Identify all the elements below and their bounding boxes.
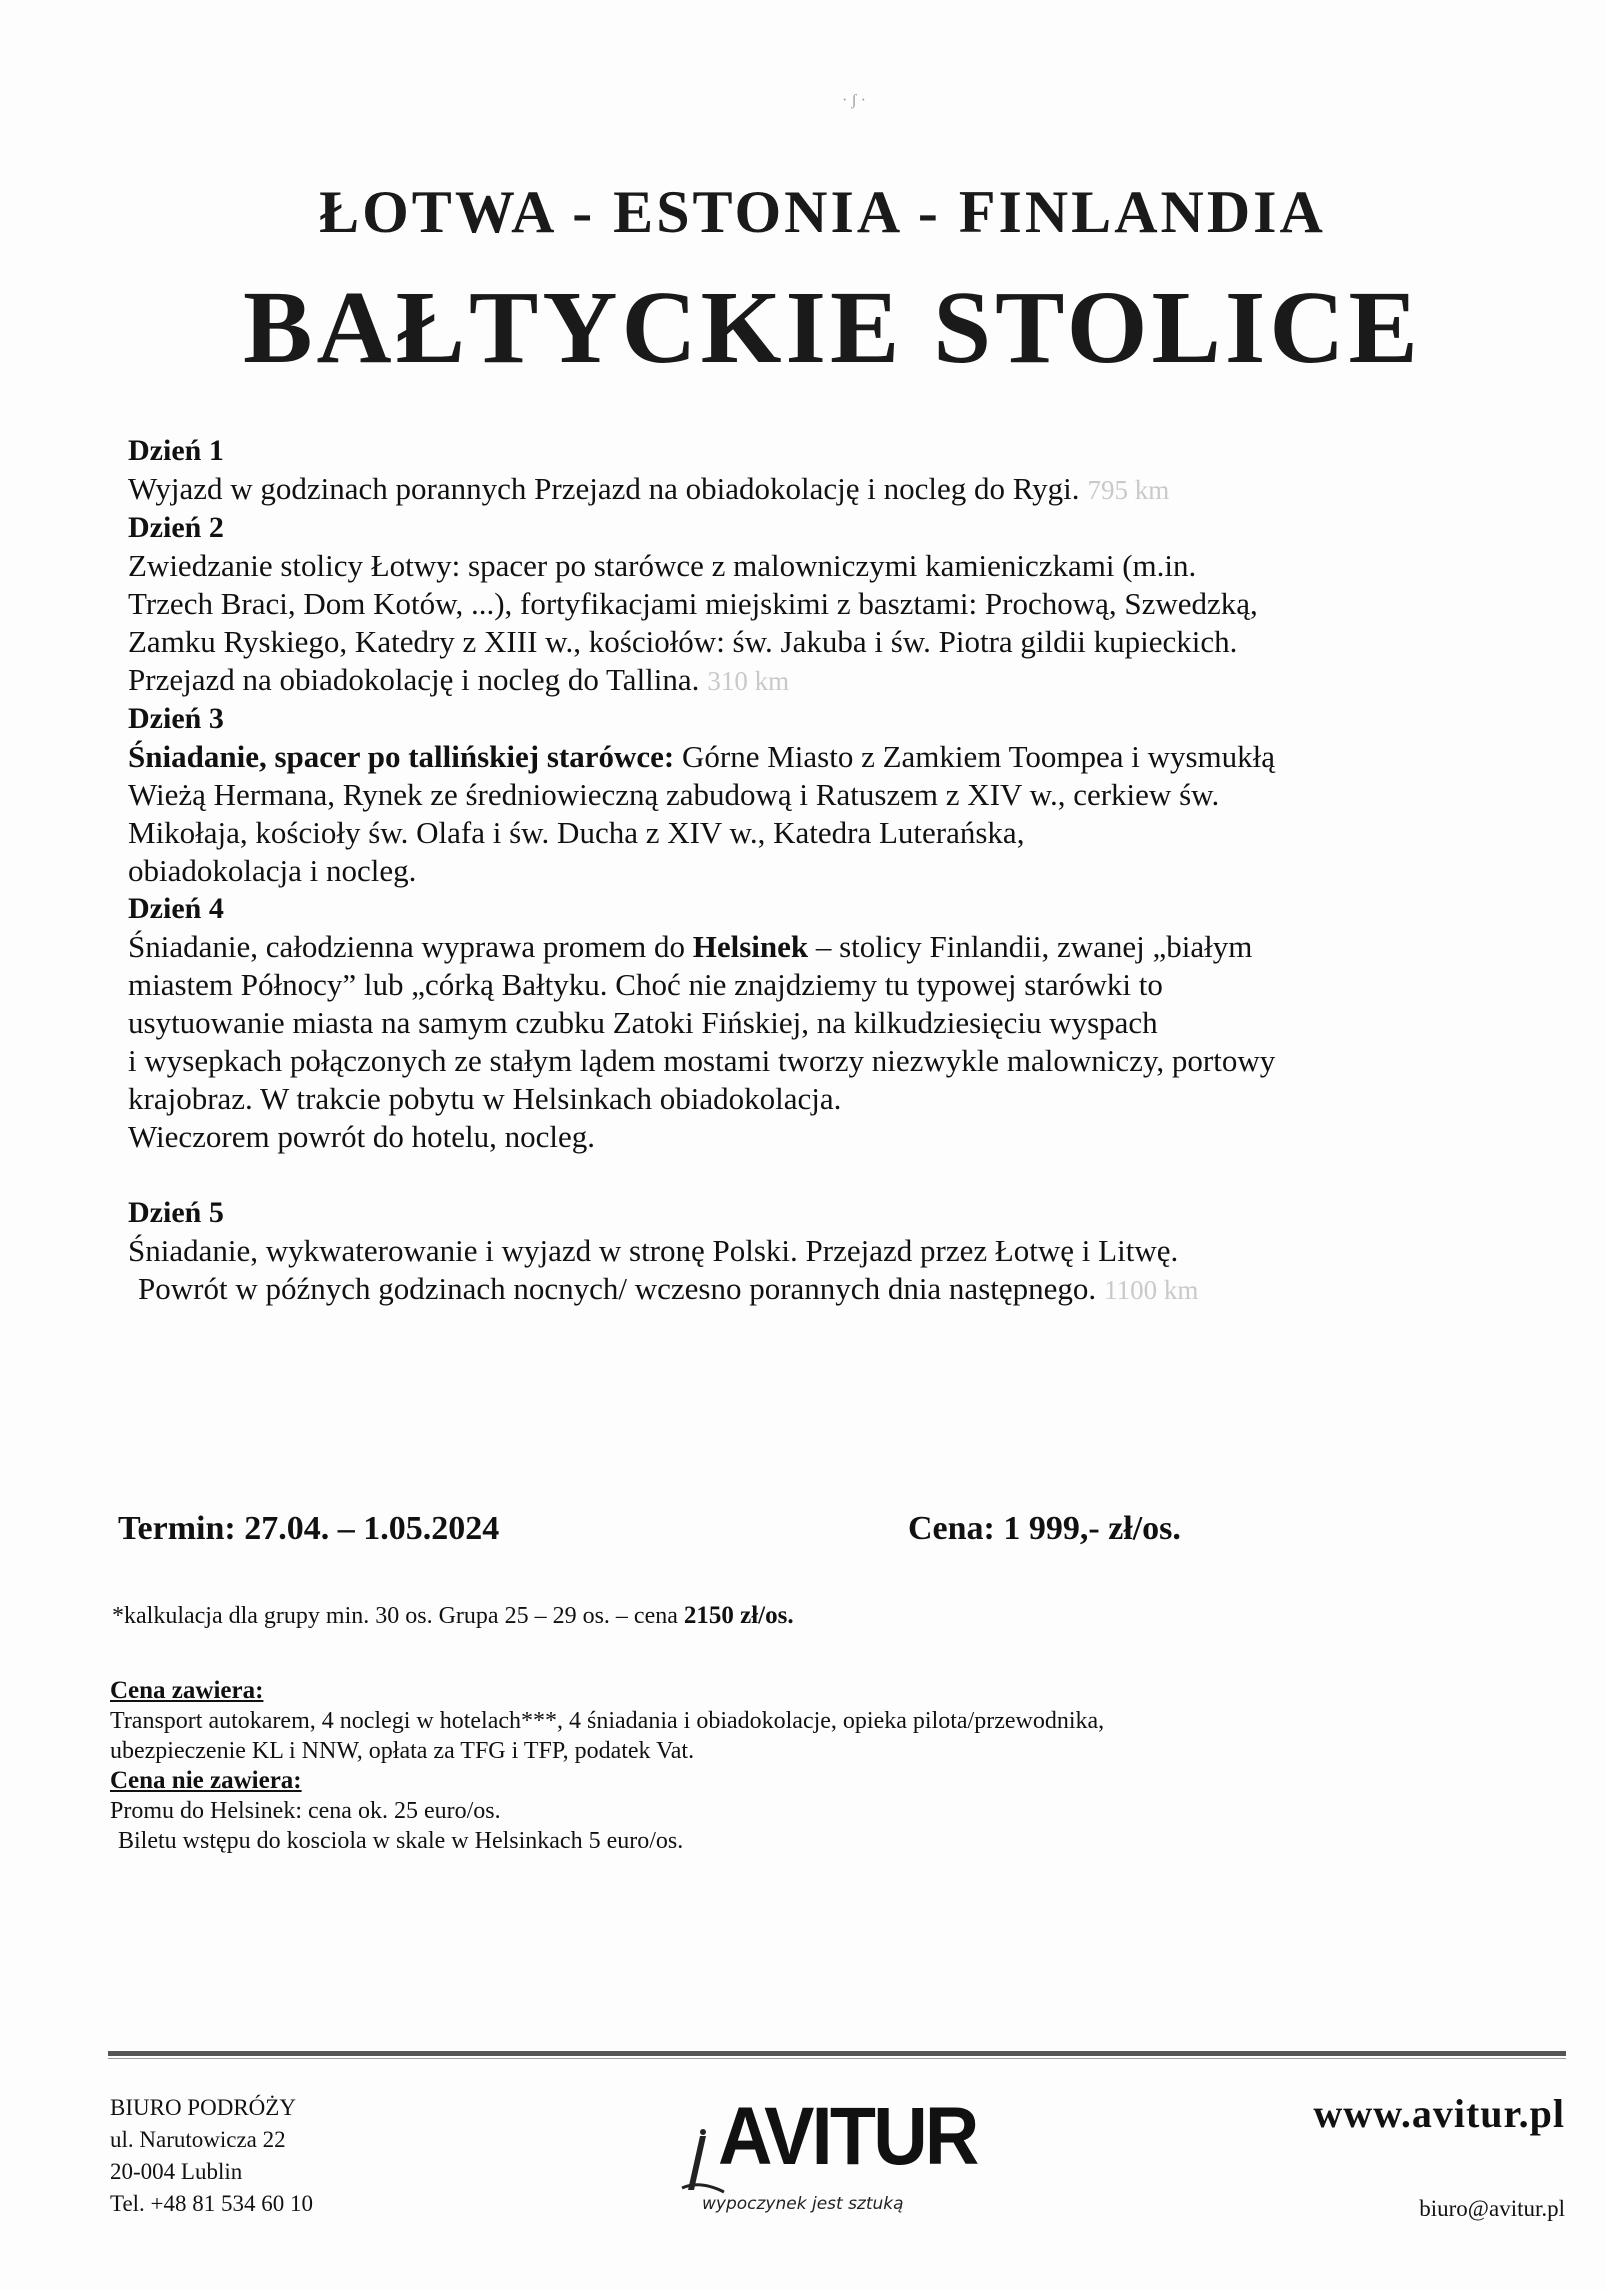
logo-wordmark: AVITUR (718, 2091, 977, 2182)
footer-divider-thin (108, 2058, 1566, 2059)
day-2-line-1: Zwiedzanie stolicy Łotwy: spacer po starówce z malowniczymi kamieniczkami (m.in. (128, 548, 1197, 583)
day-4-line-1: miastem Północy” lub „córką Bałtyku. Choć nie znajdziemy tu typowej starówki to (128, 967, 1163, 1002)
day-3-bold-lead: Śniadanie, spacer po tallińskiej starówce: (128, 739, 675, 774)
website-link[interactable]: www.avitur.pl (1313, 2091, 1565, 2136)
day-2-line-3: Zamku Ryskiego, Katedry z XIII w., kościołów: św. Jakuba i św. Piotra gildii kupieckich. (128, 624, 1238, 659)
term-dates: Termin: 27.04. – 1.05.2024 (118, 1510, 500, 1547)
calculation-note (112, 1602, 794, 1630)
trip-price: Cena: 1 999,- zł/os. (908, 1510, 1181, 1547)
agency-phone: Tel. +48 81 534 60 10 (110, 2191, 314, 2216)
day-3-line-3: obiadokolacja i nocleg. (128, 853, 417, 888)
day-2-line-4: Przejazd na obiadokolację i nocleg do Tallina. (128, 662, 700, 697)
excludes-line-1: Promu do Helsinek: cena ok. 25 euro/os. (110, 1798, 501, 1824)
includes-heading: Cena zawiera: (110, 1677, 264, 1704)
day-3-lead-rest: Górne Miasto z Zamkiem Toompea i wysmukłą (674, 739, 1276, 774)
agency-name: BIURO PODRÓŻY (110, 2095, 296, 2120)
itinerary (128, 432, 1578, 1309)
day-5 (128, 1194, 1578, 1309)
logo-slogan: wypoczynek jest sztuką (702, 2194, 904, 2214)
avitur-logo (680, 2091, 1020, 2228)
day-2-distance: 310 km (707, 666, 790, 696)
day-1-label: Dzień 1 (128, 434, 224, 467)
day-2-line-4-wrap (128, 661, 1578, 700)
agency-street: ul. Narutowicza 22 (110, 2127, 286, 2152)
excludes-line-2: Biletu wstępu do kosciola w skale w Helsinkach 5 euro/os. (118, 1828, 684, 1854)
day-2 (128, 509, 1578, 700)
excludes-heading: Cena nie zawiera: (110, 1767, 302, 1794)
scan-mark: · ʃ · (842, 92, 866, 109)
day-1-line-1: Wyjazd w godzinach porannych Przejazd na obiadokolację i nocleg do Rygi. (128, 471, 1080, 506)
footer-divider (108, 2051, 1566, 2056)
agency-address (110, 2092, 313, 2220)
day-4-line-4: krajobraz. W trakcie pobytu w Helsinkach obiadokolacja. (128, 1081, 842, 1116)
title-countries: ŁOTWA - ESTONIA - FINLANDIA (319, 179, 1326, 245)
spacer (128, 1156, 1578, 1194)
day-4-lead (128, 928, 1578, 966)
day-5-line-1: Śniadanie, wykwaterowanie i wyjazd w stronę Polski. Przejazd przez Łotwę i Litwę. (128, 1233, 1179, 1268)
day-4-lead-bold: Helsinek (692, 929, 809, 964)
day-4-line-2: usytuowanie miasta na samym czubku Zatoki Fińskiej, na kilkudziesięciu wyspach (128, 1005, 1158, 1040)
calculation-text: *kalkulacja dla grupy min. 30 os. Grupa 25 – 29 os. – cena (112, 1603, 684, 1629)
day-5-line-2: Powrót w późnych godzinach nocnych/ wczesno porannych dnia następnego. (138, 1271, 1097, 1306)
day-2-line-2: Trzech Braci, Dom Kotów, ...), fortyfikacjami miejskimi z basztami: Prochową, Szwedzką, (128, 586, 1258, 621)
day-1 (128, 432, 1578, 509)
day-4-lead-post: – stolicy Finlandii, zwanej „białym (808, 929, 1253, 964)
day-4 (128, 890, 1578, 1156)
day-4-line-5: Wieczorem powrót do hotelu, nocleg. (128, 1119, 596, 1154)
day-4-label: Dzień 4 (128, 892, 224, 925)
includes-line-2: ubezpieczenie KL i NNW, opłata za TFG i TFP, podatek Vat. (110, 1738, 695, 1764)
day-5-line-2-wrap (128, 1270, 1578, 1309)
day-1-text (128, 470, 1578, 509)
includes-line-1: Transport autokarem, 4 noclegi w hotelach***, 4 śniadania i obiadokolacje, opieka pilota/przewodnika, (110, 1708, 1105, 1734)
day-5-label: Dzień 5 (128, 1196, 224, 1229)
calculation-price: 2150 zł/os. (683, 1602, 794, 1629)
price-details (110, 1676, 1540, 1856)
day-2-label: Dzień 2 (128, 511, 224, 544)
day-3-label: Dzień 3 (128, 702, 224, 735)
day-5-distance: 1100 km (1104, 1275, 1199, 1305)
day-3-lead (128, 738, 1578, 776)
day-1-distance: 795 km (1087, 475, 1170, 505)
title-main: BAŁTYCKIE STOLICE (243, 270, 1422, 385)
day-3-line-1: Wieżą Hermana, Rynek ze średniowieczną zabudową i Ratuszem z XIV w., cerkiew św. (128, 777, 1220, 812)
term-price-row (118, 1510, 1318, 1548)
day-4-lead-pre: Śniadanie, całodzienna wyprawa promem do (128, 929, 693, 964)
agency-city: 20-004 Lublin (110, 2159, 243, 2184)
email-link[interactable]: biuro@avitur.pl (1419, 2196, 1565, 2221)
day-4-line-3: i wysepkach połączonych ze stałym lądem mostami tworzy niezwykle malowniczy, portowy (128, 1043, 1276, 1078)
day-3 (128, 700, 1578, 890)
day-3-line-2: Mikołaja, kościoły św. Olafa i św. Ducha z XIV w., Katedra Luterańska, (128, 815, 1025, 850)
